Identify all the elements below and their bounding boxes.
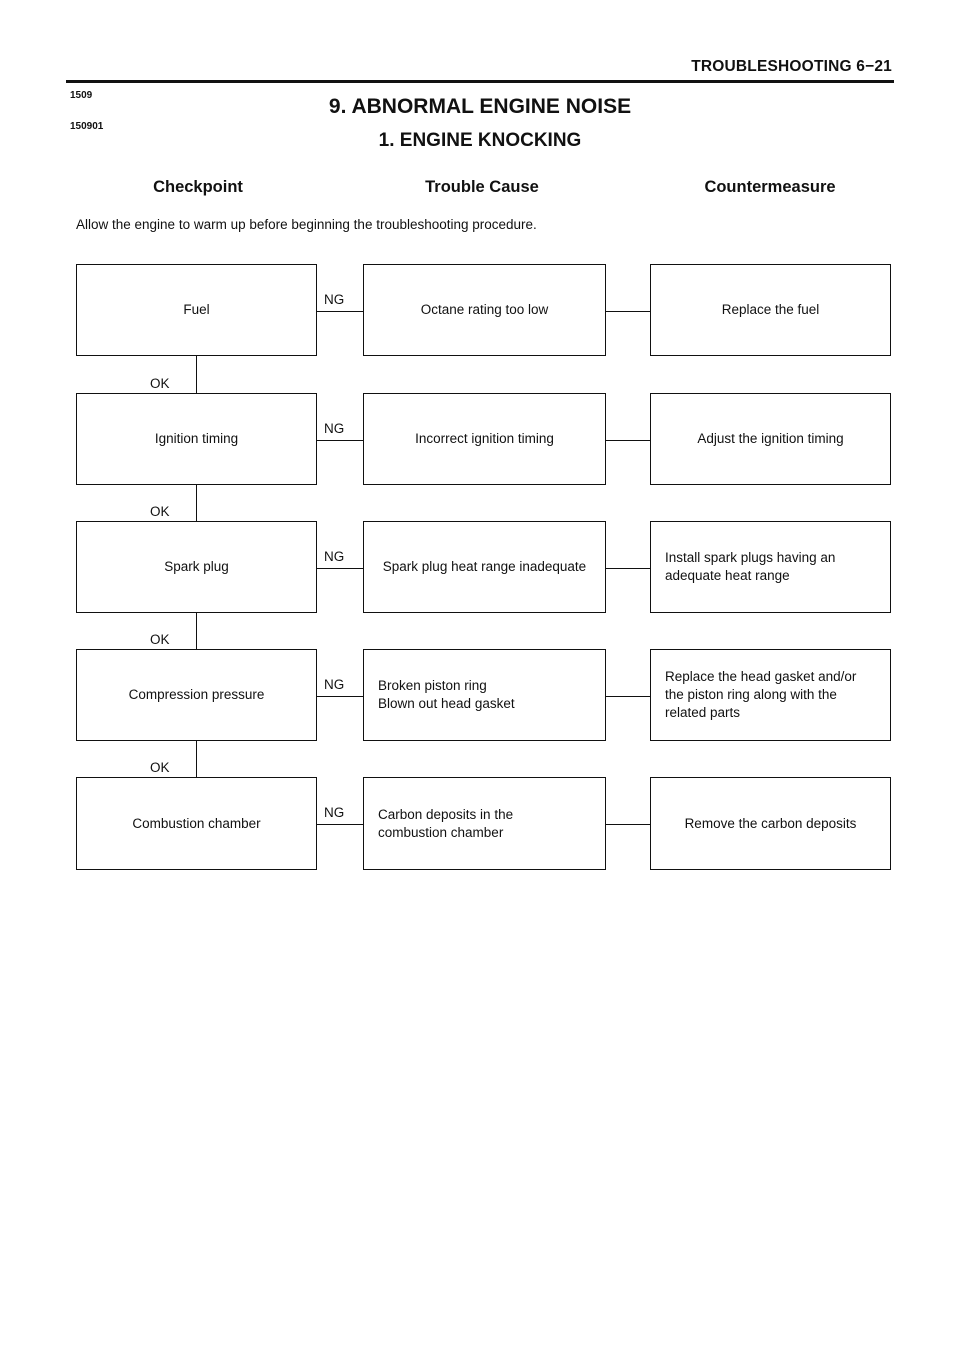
countermeasure-line: adequate heat range xyxy=(665,568,790,583)
cause-line: Octane rating too low xyxy=(420,302,549,317)
countermeasure-box-spark-plug xyxy=(650,521,891,613)
subsection-code: 150901 xyxy=(70,121,104,132)
cause-box-combustion-chamber xyxy=(363,777,606,870)
ok-label: OK xyxy=(150,632,170,647)
ok-label: OK xyxy=(150,376,170,391)
countermeasure-line: Install spark plugs having an xyxy=(665,550,836,565)
procedure-note: Allow the engine to warm up before beginning the troubleshooting procedure. xyxy=(76,217,537,232)
ok-connector xyxy=(196,741,197,777)
cause-line: combustion chamber xyxy=(378,824,504,840)
page-header: TROUBLESHOOTING 6−21 xyxy=(691,58,892,75)
section-title: 9. ABNORMAL ENGINE NOISE xyxy=(328,95,632,118)
countermeasure-box-combustion-chamber xyxy=(650,777,891,870)
cause-line: Carbon deposits in the xyxy=(378,806,514,822)
checkpoint-label: Fuel xyxy=(183,302,210,317)
checkpoint-box-spark-plug xyxy=(76,521,317,613)
cause-line: Spark plug heat range inadequate xyxy=(382,559,587,574)
ng-label: NG xyxy=(324,421,345,436)
checkpoint-label: Compression pressure xyxy=(128,687,265,702)
ng-connector xyxy=(317,440,363,441)
countermeasure-box-compression-pressure xyxy=(650,649,891,741)
countermeasure-line: the piston ring along with the xyxy=(665,687,837,702)
countermeasure-line: Adjust the ignition timing xyxy=(697,431,844,446)
ok-label: OK xyxy=(150,760,170,775)
ng-label: NG xyxy=(324,549,345,564)
subsection-title: 1. ENGINE KNOCKING xyxy=(378,130,582,151)
countermeasure-line: Replace the head gasket and/or xyxy=(665,669,857,684)
checkpoint-label: Spark plug xyxy=(164,559,229,574)
cause-connector xyxy=(606,311,650,312)
ng-connector xyxy=(317,824,363,825)
checkpoint-label: Ignition timing xyxy=(154,431,239,446)
cause-line: Incorrect ignition timing xyxy=(415,431,554,446)
ng-label: NG xyxy=(324,677,345,692)
cause-connector xyxy=(606,696,650,697)
countermeasure-box-fuel xyxy=(650,264,891,356)
section-code: 1509 xyxy=(70,90,93,101)
checkpoint-box-compression-pressure xyxy=(76,649,317,741)
cause-box-fuel xyxy=(363,264,606,356)
cause-box-spark-plug xyxy=(363,521,606,613)
checkpoint-box-ignition-timing xyxy=(76,393,317,485)
cause-box-ignition-timing xyxy=(363,393,606,485)
column-heading-countermeasure: Countermeasure xyxy=(704,178,836,196)
ng-connector xyxy=(317,568,363,569)
cause-box-compression-pressure xyxy=(363,649,606,741)
header-rule xyxy=(66,80,894,83)
ok-connector xyxy=(196,485,197,521)
cause-connector xyxy=(606,568,650,569)
countermeasure-box-ignition-timing xyxy=(650,393,891,485)
cause-connector xyxy=(606,440,650,441)
checkpoint-box-combustion-chamber xyxy=(76,777,317,870)
cause-line: Broken piston ring xyxy=(378,678,487,693)
ok-connector xyxy=(196,613,197,649)
countermeasure-line: Remove the carbon deposits xyxy=(684,815,857,831)
ng-label: NG xyxy=(324,805,345,820)
countermeasure-line: Replace the fuel xyxy=(721,302,820,317)
checkpoint-box-fuel xyxy=(76,264,317,356)
countermeasure-line: related parts xyxy=(665,705,741,720)
cause-line: Blown out head gasket xyxy=(378,696,515,711)
column-heading-trouble-cause: Trouble Cause xyxy=(425,178,539,196)
ng-connector xyxy=(317,311,363,312)
ng-label: NG xyxy=(324,292,345,307)
ok-label: OK xyxy=(150,504,170,519)
ok-connector xyxy=(196,356,197,393)
checkpoint-label: Combustion chamber xyxy=(132,815,261,831)
cause-connector xyxy=(606,824,650,825)
ng-connector xyxy=(317,696,363,697)
column-heading-checkpoint: Checkpoint xyxy=(153,178,243,196)
